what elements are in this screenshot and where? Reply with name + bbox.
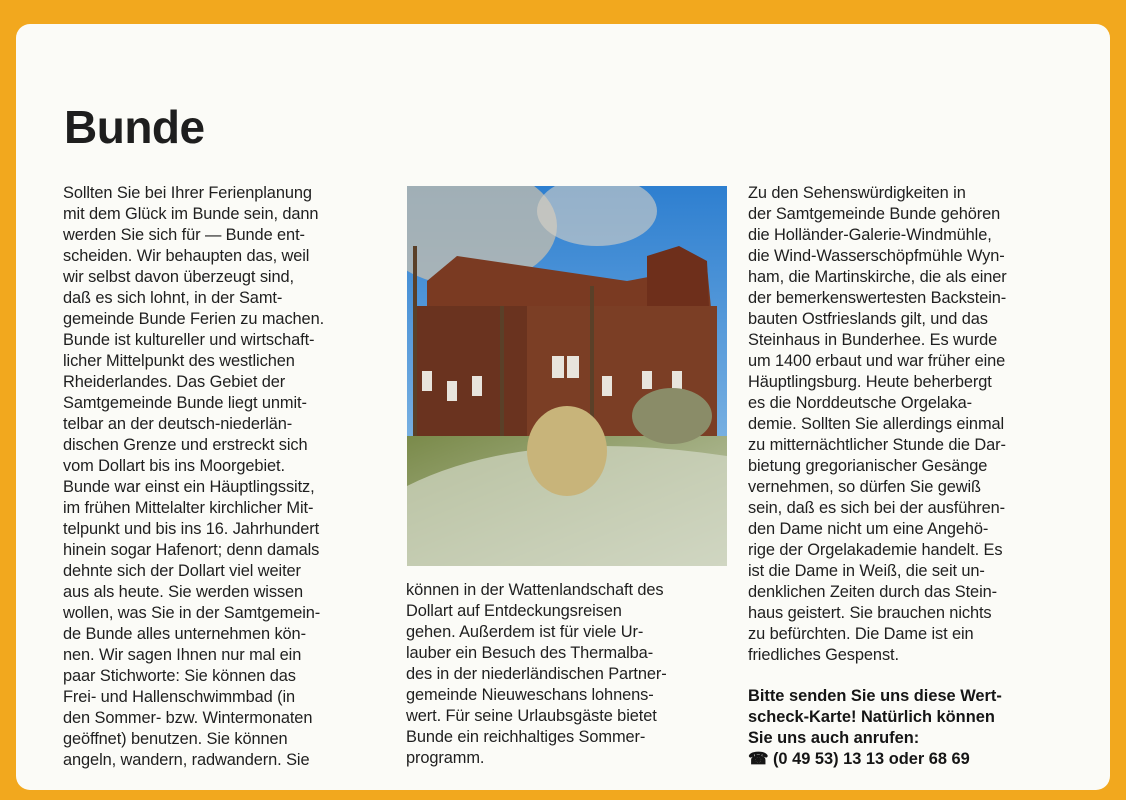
body-text-line: wollen, was Sie in der Samtgemein-: [63, 604, 321, 622]
body-text-line: demie. Sollten Sie allerdings einmal: [748, 415, 1005, 433]
body-text-line: dehnte sich der Dollart viel weiter: [63, 562, 301, 580]
body-text-line: Zu den Sehenswürdigkeiten in: [748, 184, 966, 202]
body-text-line: telbar an der deutsch-niederlän-: [63, 415, 293, 433]
contact-line: ☎ (0 49 53) 13 13 oder 68 69: [748, 750, 970, 768]
body-text-line: ist die Dame in Weiß, die seit un-: [748, 562, 985, 580]
body-text-line: denklichen Zeiten durch das Stein-: [748, 583, 997, 601]
body-text-line: sein, daß es sich bei der ausführen-: [748, 499, 1005, 517]
body-text-line: die Wind-Wasserschöpfmühle Wyn-: [748, 247, 1005, 265]
page-title: Bunde: [64, 101, 205, 153]
body-text-line: Rheiderlandes. Das Gebiet der: [63, 373, 286, 391]
contact-callout: [748, 686, 1002, 770]
body-text-line: Bunde ist kultureller und wirtschaft-: [63, 331, 315, 349]
body-text-line: um 1400 erbaut und war früher eine: [748, 352, 1006, 370]
body-text-line: gemeinde Nieuweschans lohnens-: [406, 686, 654, 704]
body-text-line: Steinhaus in Bunderhee. Es wurde: [748, 331, 998, 349]
body-text-line: gehen. Außerdem ist für viele Ur-: [406, 623, 644, 641]
body-text-line: angeln, wandern, radwandern. Sie: [63, 751, 310, 769]
body-text-line: wir selbst davon überzeugt sind,: [63, 268, 294, 286]
body-text-line: Sollten Sie bei Ihrer Ferienplanung: [63, 184, 312, 202]
contact-line: Bitte senden Sie uns diese Wert-: [748, 687, 1002, 705]
body-text-line: den Dame nicht um eine Angehö-: [748, 520, 989, 538]
body-text-line: friedliches Gespenst.: [748, 646, 899, 664]
photo-steinhaus: [407, 186, 727, 566]
body-text-line: Bunde war einst ein Häuptlingssitz,: [63, 478, 315, 496]
body-text-line: im frühen Mittelalter kirchlicher Mit-: [63, 499, 314, 517]
body-text-line: werden Sie sich für — Bunde ent-: [63, 226, 305, 244]
body-text-line: vom Dollart bis ins Moorgebiet.: [63, 457, 285, 475]
body-text-line: scheiden. Wir behaupten das, weil: [63, 247, 310, 265]
body-text-line: Dollart auf Entdeckungsreisen: [406, 602, 622, 620]
body-text-line: der bemerkenswertesten Backstein-: [748, 289, 1007, 307]
body-text-line: Häuptlingsburg. Heute beherbergt: [748, 373, 992, 391]
body-text-line: des in der niederländischen Partner-: [406, 665, 667, 683]
body-text-line: mit dem Glück im Bunde sein, dann: [63, 205, 319, 223]
body-text-line: zu mitternächtlicher Stunde die Dar-: [748, 436, 1006, 454]
body-text-line: aus als heute. Sie werden wissen: [63, 583, 304, 601]
body-text-line: daß es sich lohnt, in der Samt-: [63, 289, 283, 307]
body-text-line: lauber ein Besuch des Thermalba-: [406, 644, 654, 662]
body-text-line: ham, die Martinskirche, die als einer: [748, 268, 1007, 286]
body-text-line: es die Norddeutsche Orgelaka-: [748, 394, 972, 412]
body-text-line: bauten Ostfrieslands gilt, und das: [748, 310, 988, 328]
text-column-2: [406, 580, 726, 769]
body-text-line: Samtgemeinde Bunde liegt unmit-: [63, 394, 307, 412]
body-text-line: vernehmen, so dürfen Sie gewiß: [748, 478, 981, 496]
body-text-line: haus geistert. Sie brauchen nichts: [748, 604, 992, 622]
body-text-line: können in der Wattenlandschaft des: [406, 581, 664, 599]
text-column-3: [748, 183, 1068, 666]
body-text-line: dischen Grenze und erstreckt sich: [63, 436, 308, 454]
body-text-line: gemeinde Bunde Ferien zu machen.: [63, 310, 325, 328]
body-text-line: Bunde ein reichhaltiges Sommer-: [406, 728, 646, 746]
body-text-line: telpunkt und bis ins 16. Jahrhundert: [63, 520, 320, 538]
body-text-line: nen. Wir sagen Ihnen nur mal ein: [63, 646, 302, 664]
body-text-line: paar Stichworte: Sie können das: [63, 667, 296, 685]
body-text-line: programm.: [406, 749, 485, 767]
body-text-line: Frei- und Hallenschwimmbad (in: [63, 688, 296, 706]
text-column-1: [63, 183, 383, 771]
body-text-line: der Samtgemeinde Bunde gehören: [748, 205, 1001, 223]
body-text-line: wert. Für seine Urlaubsgäste bietet: [406, 707, 657, 725]
contact-line: scheck-Karte! Natürlich können: [748, 708, 995, 726]
contact-line: Sie uns auch anrufen:: [748, 729, 920, 747]
body-text-line: zu befürchten. Die Dame ist ein: [748, 625, 974, 643]
photo-house-icon: [407, 186, 727, 566]
body-text-line: die Holländer-Galerie-Windmühle,: [748, 226, 992, 244]
body-text-line: de Bunde alles unternehmen kön-: [63, 625, 306, 643]
body-text-line: den Sommer- bzw. Wintermonaten: [63, 709, 313, 727]
body-text-line: licher Mittelpunkt des westlichen: [63, 352, 295, 370]
body-text-line: hinein sogar Hafenort; denn damals: [63, 541, 320, 559]
body-text-line: geöffnet) benutzen. Sie können: [63, 730, 288, 748]
body-text-line: rige der Orgelakademie handelt. Es: [748, 541, 1003, 559]
body-text-line: bietung gregorianischer Gesänge: [748, 457, 988, 475]
